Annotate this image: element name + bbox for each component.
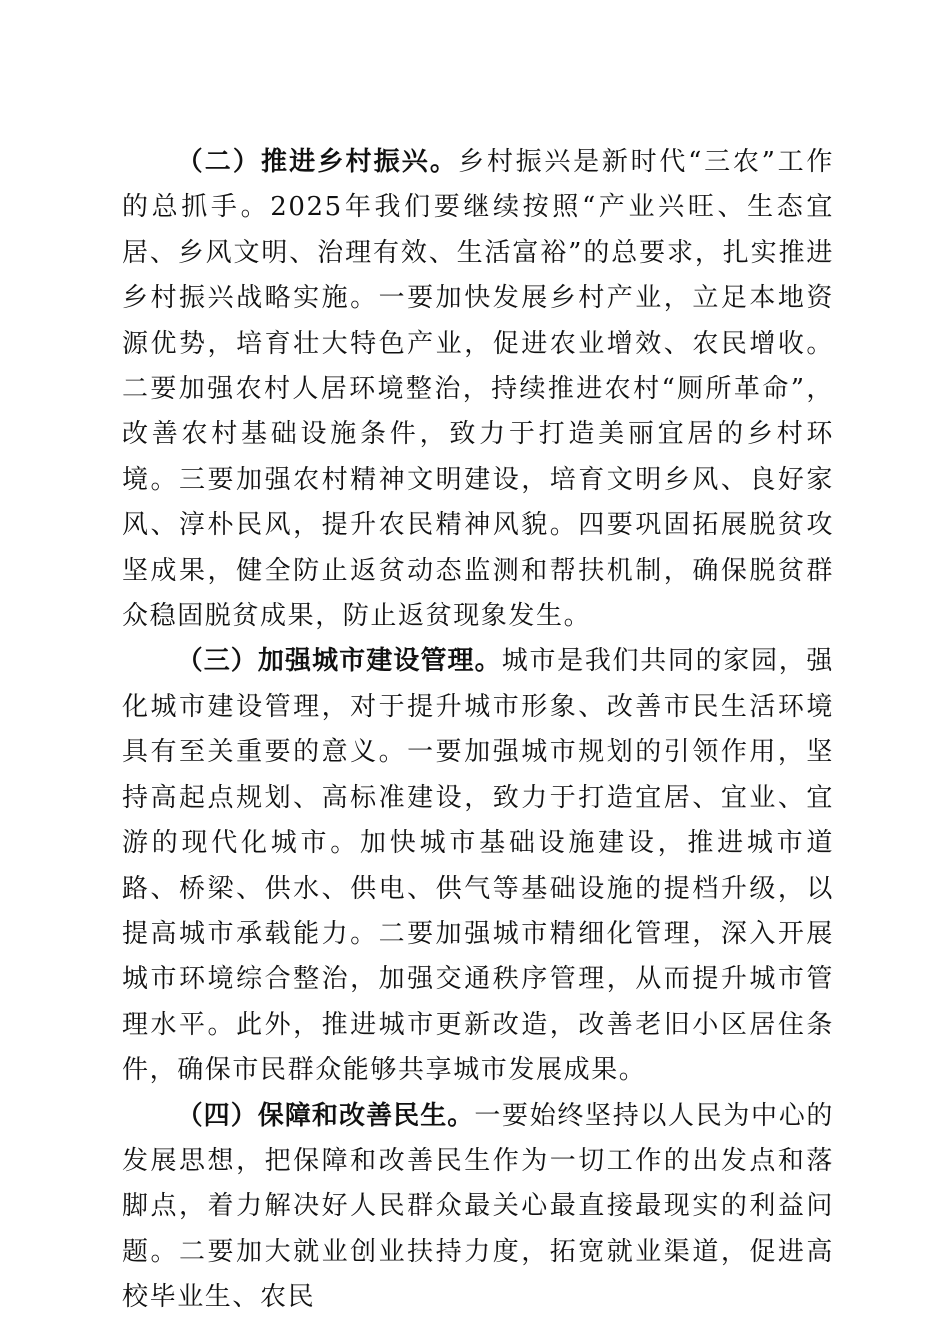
- section-heading-urban-construction: （三）加强城市建设管理。: [176, 646, 502, 677]
- paragraph-urban-construction: [122, 639, 834, 1093]
- paragraph-rural-revitalization: [122, 140, 834, 639]
- document-body: [122, 140, 834, 1321]
- paragraph-text: 一要始终坚持以人民为中心的发展思想，把保障和改善民生作为一切工作的出发点和落脚点，着力解决好人民群众最关心最直接最现实的利益问题。二要加大就业创业扶持力度，拓宽就业渠道，促进高校毕业生、农民: [122, 1100, 834, 1313]
- paragraph-livelihood: [122, 1094, 834, 1321]
- paragraph-text: 乡村振兴是新时代“三农”工作的总抓手。2025年我们要继续按照“产业兴旺、生态宜居、乡风文明、治理有效、生活富裕”的总要求，扎实推进乡村振兴战略实施。一要加快发展乡村产业，立足本地资源优势，培育壮大特色产业，促进农业增效、农民增收。二要加强农村人居环境整治，持续推进农村“厕所革命”，改善农村基础设施条件，致力于打造美丽宜居的乡村环境。三要加强农村精神文明建设，培育文明乡风、良好家风、淳朴民风，提升农民精神风貌。四要巩固拓展脱贫攻坚成果，健全防止返贫动态监测和帮扶机制，确保脱贫群众稳固脱贫成果，防止返贫现象发生。: [122, 147, 834, 632]
- paragraph-text: 城市是我们共同的家园，强化城市建设管理，对于提升城市形象、改善市民生活环境具有至关重要的意义。一要加强城市规划的引领作用，坚持高起点规划、高标准建设，致力于打造宜居、宜业、宜游的现代化城市。加快城市基础设施建设，推进城市道路、桥梁、供水、供电、供气等基础设施的提档升级，以提高城市承载能力。二要加强城市精细化管理，深入开展城市环境综合整治，加强交通秩序管理，从而提升城市管理水平。此外，推进城市更新改造，改善老旧小区居住条件，确保市民群众能够共享城市发展成果。: [122, 646, 834, 1086]
- section-heading-livelihood: （四）保障和改善民生。: [176, 1100, 475, 1131]
- section-heading-rural-revitalization: （二）推进乡村振兴。: [176, 147, 459, 177]
